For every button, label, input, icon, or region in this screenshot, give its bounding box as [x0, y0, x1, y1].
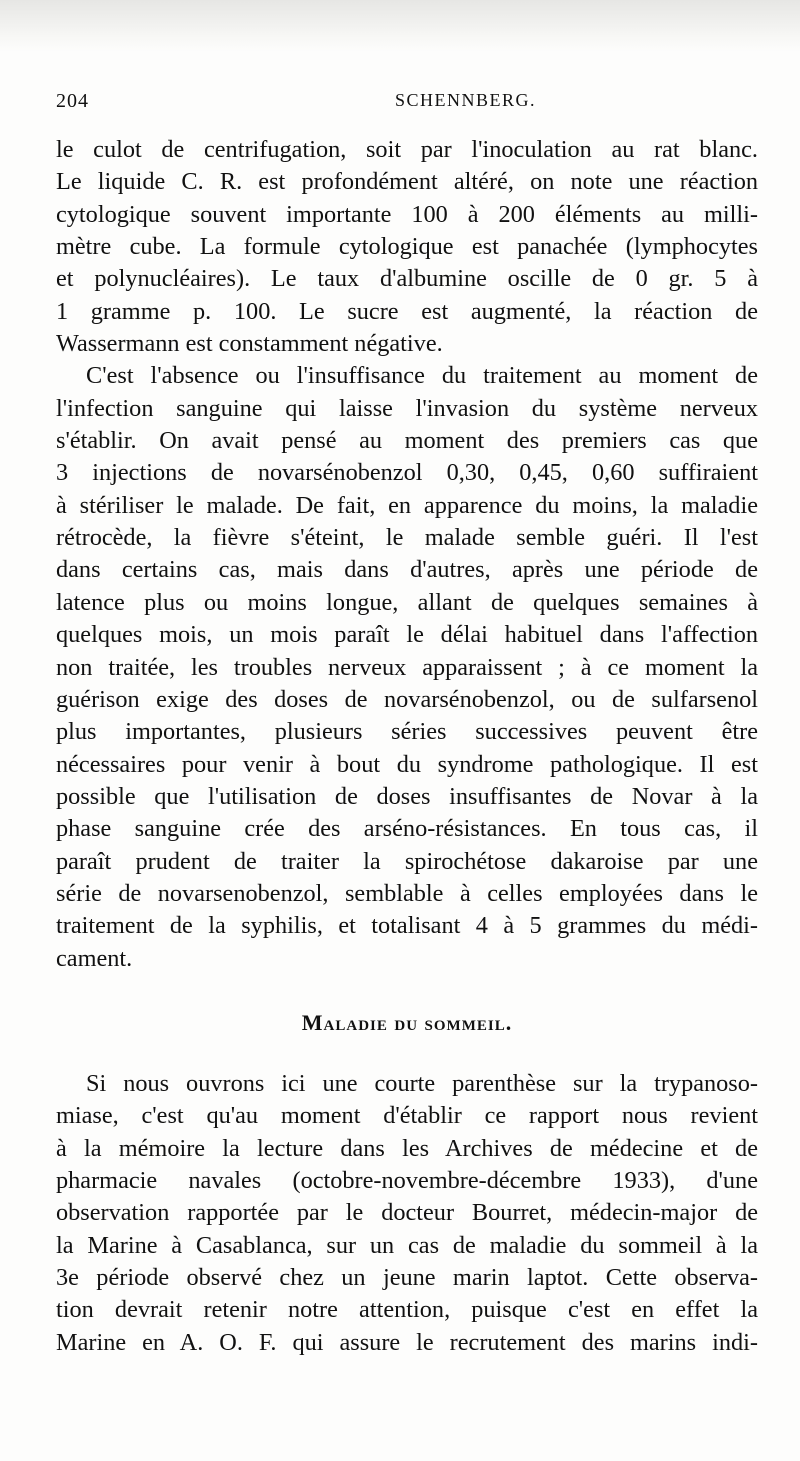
text-line: 3 injections de novarsénobenzol 0,30, 0,45, 0,60 suffiraient [56, 459, 758, 487]
text-line: C'est l'absence ou l'insuffisance du traitement au moment de [86, 362, 758, 390]
text-line: cament. [56, 944, 133, 972]
text-line: paraît prudent de traiter la spirochétose dakaroise par une [56, 847, 758, 875]
text-line: Si nous ouvrons ici une courte parenthèse sur la trypanoso- [86, 1070, 758, 1097]
text-line: à la mémoire la lecture dans les Archives de médecine et de [56, 1134, 758, 1162]
text-line: phase sanguine crée des arséno-résistances. En tous cas, il [56, 815, 758, 843]
text-line: le culot de centrifugation, soit par l'inoculation au rat blanc. [56, 136, 758, 163]
text-line: 3e période observé chez un jeune marin laptot. Cette observa- [56, 1264, 758, 1292]
body-text-upper [56, 134, 758, 975]
text-line: série de novarsenobenzol, semblable à celles employées dans le [56, 879, 758, 907]
text-line: et polynucléaires). Le taux d'albumine oscille de 0 gr. 5 à [56, 265, 758, 293]
text-line: dans certains cas, mais dans d'autres, après une période de [56, 556, 758, 584]
text-line: la Marine à Casablanca, sur un cas de maladie du sommeil à la [56, 1231, 758, 1259]
text-line: nécessaires pour venir à bout du syndrome pathologique. Il est [56, 750, 758, 778]
text-line: l'infection sanguine qui laisse l'invasion du système nerveux [56, 394, 758, 422]
text-line: guérison exige des doses de novarsénobenzol, ou de sulfarsenol [56, 685, 758, 713]
text-line: quelques mois, un mois paraît le délai habituel dans l'affection [56, 621, 758, 649]
scan-top-shadow [0, 0, 800, 52]
text-line: Marine en A. O. F. qui assure le recrutement des marins indi- [56, 1328, 758, 1356]
running-head: SCHENNBERG. [395, 90, 537, 110]
page-number: 204 [56, 90, 89, 112]
text-line: Wassermann est constamment négative. [56, 330, 443, 358]
text-line: Le liquide C. R. est profondément altéré, on note une réaction [56, 168, 758, 196]
text-line: s'établir. On avait pensé au moment des premiers cas que [56, 427, 758, 455]
text-line: mètre cube. La formule cytologique est panachée (lymphocytes [56, 233, 758, 261]
text-line: observation rapportée par le docteur Bourret, médecin-major de [56, 1199, 758, 1227]
text-line: cytologique souvent importante 100 à 200 éléments au milli- [56, 200, 758, 228]
text-line: non traitée, les troubles nerveux apparaissent ; à ce moment la [56, 653, 758, 681]
text-line: traitement de la syphilis, et totalisant 4 à 5 grammes du médi- [56, 912, 758, 940]
section-heading: Maladie du sommeil. [301, 1010, 513, 1035]
page-header [56, 90, 756, 118]
text-line: latence plus ou moins longue, allant de quelques semaines à [56, 588, 758, 616]
text-line: rétrocède, la fièvre s'éteint, le malade semble guéri. Il l'est [56, 524, 758, 552]
text-line: tion devrait retenir notre attention, puisque c'est en effet la [56, 1296, 758, 1324]
text-line: plus importantes, plusieurs séries successives peuvent être [56, 718, 758, 746]
text-line: 1 gramme p. 100. Le sucre est augmenté, la réaction de [56, 297, 758, 325]
body-text-lower [56, 1068, 758, 1359]
text-line: pharmacie navales (octobre-novembre-décembre 1933), d'une [56, 1167, 758, 1195]
text-line: miase, c'est qu'au moment d'établir ce rapport nous revient [56, 1102, 758, 1130]
text-line: possible que l'utilisation de doses insuffisantes de Novar à la [56, 782, 758, 810]
text-line: à stériliser le malade. De fait, en apparence du moins, la maladie [56, 491, 758, 519]
